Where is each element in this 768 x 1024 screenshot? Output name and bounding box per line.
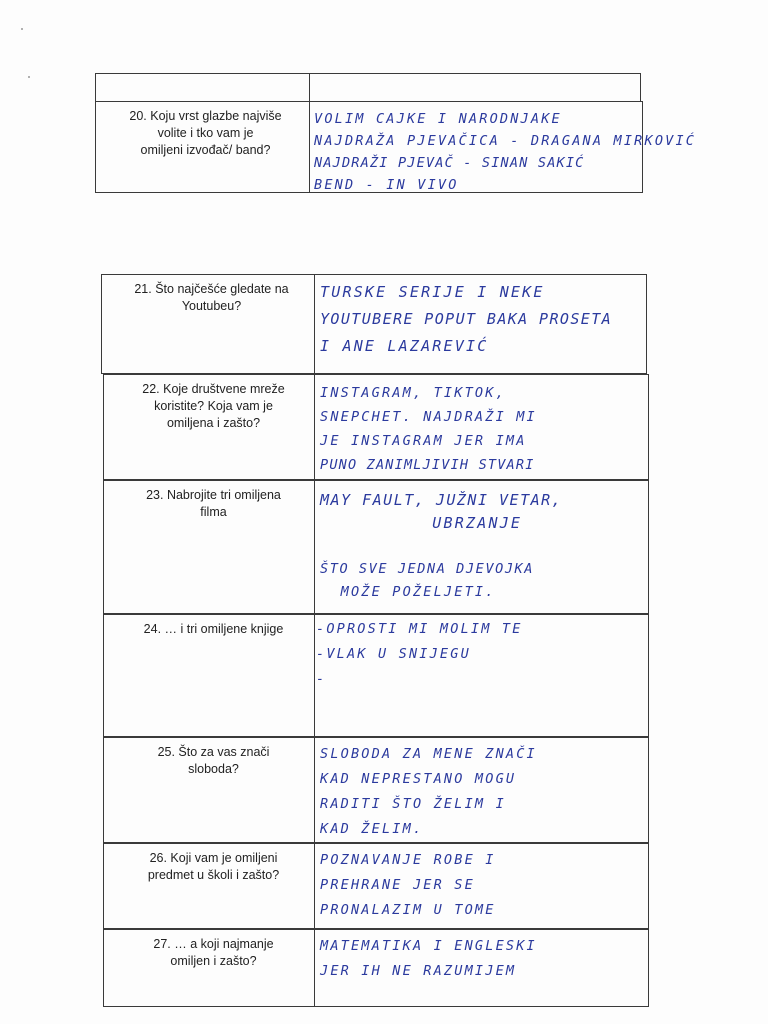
- answer-line: ŠTO SVE JEDNA DJEVOJKA: [320, 561, 535, 577]
- answer-25: [320, 742, 537, 842]
- scan-speck: [21, 28, 23, 30]
- answer-24: [316, 617, 523, 692]
- answer-line: MAY FAULT, JUŽNI VETAR,: [320, 491, 563, 509]
- answer-line: [320, 535, 562, 558]
- question-24: 24. … i tri omiljene knjige: [143, 622, 284, 636]
- question-22: 22. Koje društvene mreže koristite? Koja vam je omiljena i zašto?: [142, 382, 285, 430]
- answer-line: MOŽE POŽELJETI.: [320, 584, 496, 600]
- answer-line: JE INSTAGRAM JER IMA: [320, 433, 527, 449]
- answer-line: RADITI ŠTO ŽELIM I: [320, 796, 506, 812]
- answer-line: SLOBODA ZA MENE ZNAČI: [320, 746, 537, 762]
- column-divider: [309, 74, 310, 102]
- answer-line: VOLIM CAJKE I NARODNJAKE: [314, 111, 562, 127]
- questionnaire-table: [95, 73, 697, 979]
- answer-line: YOUTUBERE POPUT BAKA PROSETA: [320, 310, 613, 328]
- answer-line: POZNAVANJE ROBE I: [320, 852, 496, 868]
- answer-line: MATEMATIKA I ENGLESKI: [320, 938, 537, 954]
- answer-line: PRONALAZIM U TOME: [320, 902, 496, 918]
- table-row: [103, 374, 649, 480]
- answer-line: NAJDRAŽA PJEVAČICA - DRAGANA MIRKOVIĆ: [314, 133, 697, 149]
- table-row: [101, 274, 647, 374]
- answer-27: [320, 934, 537, 984]
- table-row: [103, 737, 649, 843]
- answer-20: [314, 108, 697, 193]
- column-divider: [314, 275, 315, 373]
- answer-line: -: [316, 671, 327, 687]
- answer-line: I ANE LAZAREVIĆ: [320, 337, 489, 355]
- answer-line: PUNO ZANIMLJIVIH STVARI: [320, 457, 535, 473]
- question-26: 26. Koji vam je omiljeni predmet u školi i zašto?: [147, 851, 280, 882]
- answer-line: KAD ŽELIM.: [320, 821, 424, 837]
- answer-line: TURSKE SERIJE I NEKE: [320, 283, 545, 301]
- table-row: [103, 843, 649, 929]
- answer-line: -OPROSTI MI MOLIM TE: [316, 621, 523, 637]
- question-21: 21. Što najčešće gledate na Youtubeu?: [134, 282, 289, 313]
- scan-speck: [28, 76, 30, 78]
- question-23: 23. Nabrojite tri omiljena filma: [146, 488, 281, 519]
- column-divider: [314, 930, 315, 1006]
- table-row: [95, 101, 697, 193]
- column-divider: [309, 102, 310, 192]
- table-header-row: [95, 73, 641, 101]
- table-row: [103, 614, 649, 737]
- answer-line: BEND - IN VIVO: [314, 177, 459, 193]
- answer-line: INSTAGRAM, TIKTOK,: [320, 385, 506, 401]
- column-divider: [314, 375, 315, 479]
- answer-line: SNEPCHET. NAJDRAŽI MI: [320, 409, 537, 425]
- answer-22: [320, 381, 537, 477]
- answer-line: JER IH NE RAZUMIJEM: [320, 963, 517, 979]
- column-divider: [314, 844, 315, 928]
- column-divider: [314, 481, 315, 613]
- table-row: [103, 480, 649, 614]
- answer-line: PREHRANE JER SE: [320, 877, 475, 893]
- answer-23: [320, 489, 562, 604]
- question-27: 27. … a koji najmanje omiljen i zašto?: [153, 937, 274, 968]
- column-divider: [314, 615, 315, 736]
- column-divider: [314, 738, 315, 842]
- answer-26: [320, 848, 496, 923]
- question-25: 25. Što za vas znači sloboda?: [157, 745, 270, 776]
- answer-line: -VLAK U SNIJEGU: [316, 646, 471, 662]
- answer-line: UBRZANJE: [320, 514, 523, 532]
- table-row: [103, 929, 649, 1007]
- answer-line: KAD NEPRESTANO MOGU: [320, 771, 517, 787]
- answer-line: NAJDRAŽI PJEVAČ - SINAN SAKIĆ: [314, 155, 585, 171]
- question-20: 20. Koju vrst glazbe najviše volite i tko vam je omiljeni izvođač/ band?: [129, 109, 282, 157]
- answer-21: [320, 279, 612, 360]
